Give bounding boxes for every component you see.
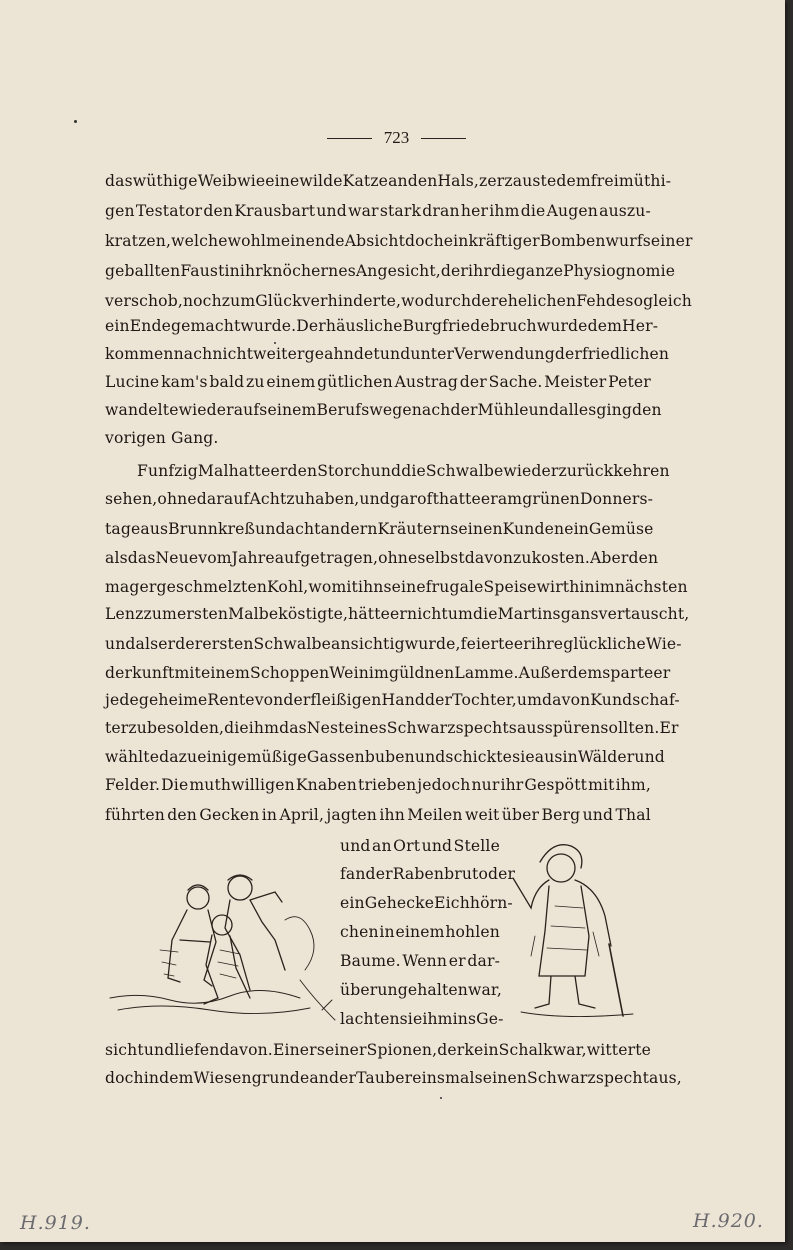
- text-line: Lenz zum ersten Mal beköstigte, hätte er nicht um die Martinsgans vertauscht,: [105, 605, 690, 623]
- text-line: kommen nach nicht weiter geahndet und unter Verwendung der friedlichen: [105, 345, 670, 363]
- scan-speck: [440, 1097, 442, 1099]
- text-line: Funfzig Mal hatte er den Storch und die Schwalbe wieder zurückkehren: [137, 462, 670, 480]
- text-line: ter zu besolden, die ihm das Nest eines Schwarzspechts ausspüren sollten. Er: [105, 719, 679, 737]
- text-line: wandelte wieder auf seinem Berufswege nach der Mühle und alles ging den: [105, 401, 662, 419]
- text-line-narrow: fand er Rabenbrut oder: [340, 865, 516, 883]
- text-line-narrow: ein Gehecke Eichhörn-: [340, 894, 513, 912]
- text-line: verschob, noch zum Glück verhinderte, wodurch der ehelichen Fehde sogleich: [105, 292, 692, 310]
- old-man-illustration: [505, 836, 640, 1031]
- text-line: doch in dem Wiesengrunde an der Tauber einsmals einen Schwarzspecht aus,: [105, 1069, 682, 1087]
- pencil-annotation-left: H.919.: [20, 1212, 91, 1234]
- text-line: das wüthige Weib wie eine wilde Katze an den Hals, zerzauste dem freimüthi-: [105, 172, 672, 190]
- text-line: und als er der ersten Schwalbe ansichtig wurde, feierte er ihre glückliche Wie-: [105, 635, 682, 653]
- text-line: geballten Faust in ihr knöchernes Angesicht, der ihr die ganze Physiognomie: [105, 262, 676, 280]
- page-header: [0, 128, 793, 148]
- text-line: ein Ende gemacht wurde. Der häusliche Burgfriedebruch wurde dem Her-: [105, 317, 659, 335]
- pencil-annotation-right: H.920.: [693, 1210, 764, 1232]
- text-line-narrow: über ungehalten war,: [340, 981, 502, 999]
- text-line: führten den Gecken in April, jagten ihn Meilen weit über Berg und Thal: [105, 806, 651, 824]
- text-line: als das Neue vom Jahre aufgetragen, ohne selbst davon zu kosten. Aber den: [105, 549, 659, 567]
- header-rule-left: [327, 138, 372, 139]
- header-rule-right: [421, 138, 466, 139]
- text-line-narrow: und an Ort und Stelle: [340, 837, 500, 855]
- text-line: mager geschmelzten Kohl, womit ihn seine frugale Speisewirthin im nächsten: [105, 578, 688, 596]
- text-line: gen Testator den Krausbart und war stark dran her ihm die Augen auszu-: [105, 202, 651, 220]
- text-line: sehen, ohne darauf Acht zu haben, und gar oft hatte er am grünen Donners-: [105, 490, 654, 508]
- text-line: Felder. Die muthwilligen Knaben trieben jedoch nur ihr Gespött mit ihm,: [105, 776, 651, 794]
- text-line-narrow: Baume. Wenn er dar-: [340, 952, 500, 970]
- text-line: Lucine kam's bald zu einem gütlichen Austrag der Sache. Meister Peter: [105, 373, 651, 391]
- boys-illustration: [100, 870, 340, 1035]
- text-line-narrow: chen in einem hohlen: [340, 923, 500, 941]
- text-line: jede geheime Rente von der fleißigen Hand der Tochter, um davon Kundschaf-: [105, 691, 680, 709]
- text-line: vorigen Gang.: [105, 429, 219, 447]
- text-line: derkunft mit einem Schoppen Wein im güldnen Lamme. Außerdem sparte er: [105, 664, 671, 682]
- text-line: tage aus Brunnkreß und acht andern Kräutern seinen Kunden ein Gemüse: [105, 520, 654, 538]
- text-line: kratzen, welche wohlmeinende Absicht doch ein kräftiger Bombenwurf seiner: [105, 232, 693, 250]
- text-line: sicht und liefen davon. Einer seiner Spionen, der kein Schalk war, witterte: [105, 1041, 651, 1059]
- text-line: wählte dazu einige müßige Gassenbuben und schickte sie aus in Wälder und: [105, 748, 665, 766]
- page-number: 723: [383, 128, 410, 147]
- scan-speck: [74, 120, 77, 123]
- text-line-narrow: lachten sie ihm ins Ge-: [340, 1010, 504, 1028]
